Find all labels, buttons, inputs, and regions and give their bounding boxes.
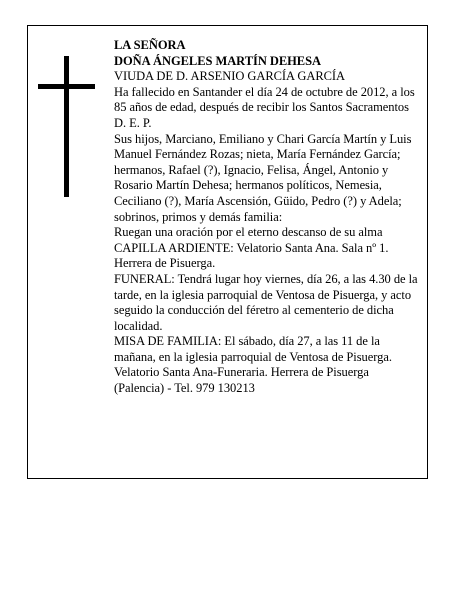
family-list: Sus hijos, Marciano, Emiliano y Chari García Martín y Luis Manuel Fernández Rozas; nieta, María Fernández García; hermanos, Rafael (?), Ignacio, Felisa, Ángel, Antonio y Rosario Martín Dehesa; hermanos políticos, Nemesia, Ceciliano (?), María Ascensión, Güido, Pedro (?) y Adela; sobrinos, primos y demás familia:: [114, 131, 412, 224]
rip-line: D. E. P.: [114, 115, 152, 130]
mass-info: MISA DE FAMILIA: El sábado, día 27, a las 11 de la mañana, en la iglesia parroquial de Ventosa de Pisuerga.: [114, 334, 392, 364]
funeral-info: FUNERAL: Tendrá lugar hoy viernes, día 26, a las 4.30 de la tarde, en la iglesia parroquial de Ventosa de Pisuerga, y acto seguido la conducción del féretro al cementerio de dicha localidad.: [114, 271, 418, 333]
deceased-name: DOÑA ÁNGELES MARTÍN DEHESA: [114, 53, 321, 68]
cross-horizontal-bar: [38, 84, 95, 89]
cross-vertical-bar: [64, 56, 69, 197]
chapel-info: CAPILLA ARDIENTE: Velatorio Santa Ana. Sala nº 1. Herrera de Pisuerga.: [114, 240, 389, 271]
deceased-title: LA SEÑORA: [114, 38, 186, 52]
widow-line: VIUDA DE D. ARSENIO GARCÍA GARCÍA: [114, 69, 345, 84]
obituary-text: [114, 38, 419, 397]
contact-info: Velatorio Santa Ana-Funeraria. Herrera de Pisuerga (Palencia) - Tel. 979 130213: [114, 365, 369, 396]
prayer-request: Ruegan una oración por el eterno descanso de su alma: [114, 225, 383, 240]
death-notice: Ha fallecido en Santander el día 24 de octubre de 2012, a los 85 años de edad, después de recibir los Santos Sacramentos: [114, 84, 415, 115]
